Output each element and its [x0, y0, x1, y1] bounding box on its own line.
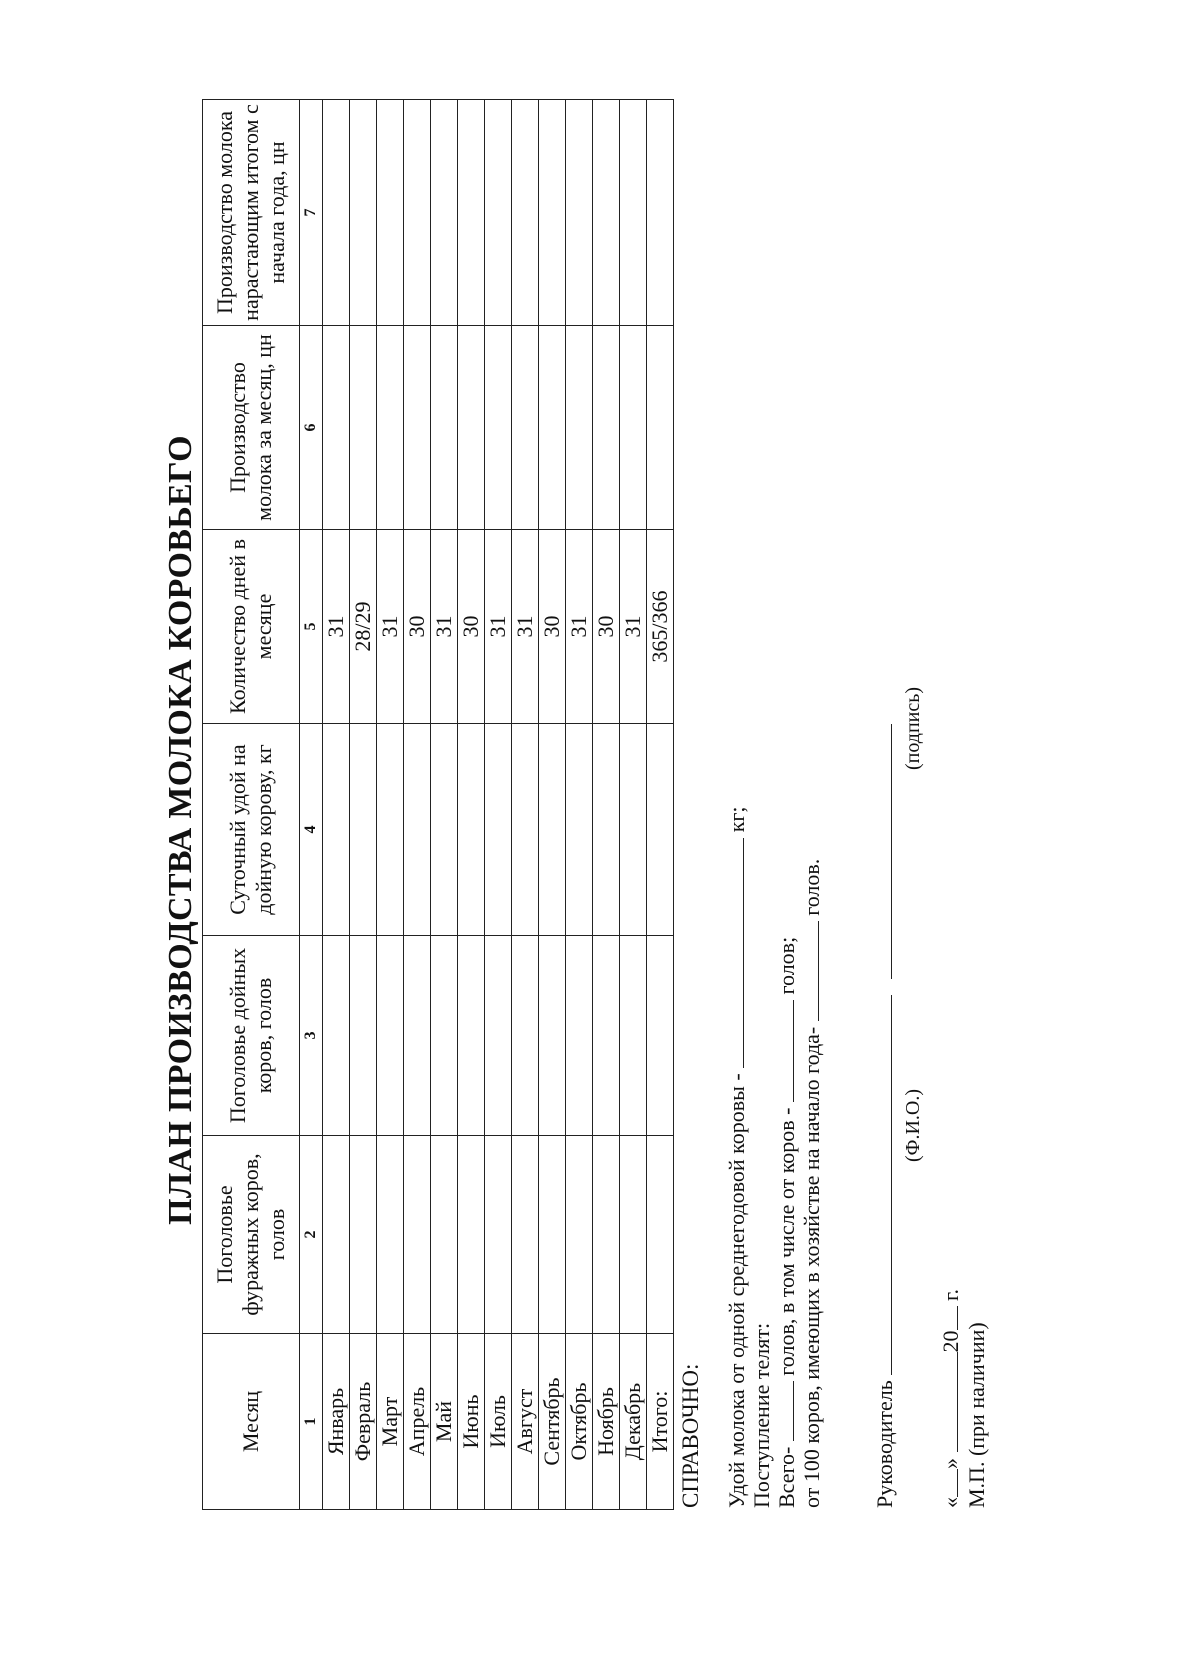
month-cell: Октябрь [566, 1334, 593, 1510]
days-cell: 28/29 [350, 530, 377, 724]
col-header-days: Количество дней в месяце [203, 530, 300, 724]
value-cell[interactable] [539, 724, 566, 936]
value-cell[interactable] [485, 724, 512, 936]
header-row [203, 100, 300, 1510]
day-input-line[interactable] [939, 1469, 958, 1497]
month-cell: Декабрь [620, 1334, 647, 1510]
value-cell[interactable] [323, 326, 350, 530]
table-row [485, 100, 512, 1510]
table-row [404, 100, 431, 1510]
value-cell[interactable] [404, 936, 431, 1136]
table-row [323, 100, 350, 1510]
value-cell[interactable] [485, 100, 512, 326]
month-input-line[interactable] [939, 1353, 958, 1453]
col-header-dairy-cows: Поголовье дойных коров, голов [203, 936, 300, 1136]
days-cell: 30 [404, 530, 431, 724]
month-cell: Январь [323, 1334, 350, 1510]
value-cell[interactable] [512, 100, 539, 326]
month-cell: Март [377, 1334, 404, 1510]
value-cell[interactable] [458, 1136, 485, 1334]
table-row [350, 100, 377, 1510]
value-cell[interactable] [620, 936, 647, 1136]
table-row [377, 100, 404, 1510]
value-cell[interactable] [404, 724, 431, 936]
value-cell[interactable] [539, 1136, 566, 1334]
value-cell[interactable] [566, 1136, 593, 1334]
date-close-quote: » [938, 1458, 963, 1469]
days-cell: 31 [512, 530, 539, 724]
year-suffix: г. [938, 1288, 963, 1301]
table-row [539, 100, 566, 1510]
value-cell[interactable] [512, 724, 539, 936]
value-cell[interactable] [404, 100, 431, 326]
month-cell: Итого: [647, 1334, 674, 1510]
col-header-forage-cows: Поголовье фуражных коров, голов [203, 1136, 300, 1334]
value-cell[interactable] [593, 326, 620, 530]
signature-input-line[interactable] [873, 724, 892, 979]
col-number: 4 [300, 724, 323, 936]
days-cell: 365/366 [647, 530, 674, 724]
reference-label: СПРАВОЧНО: [678, 1363, 703, 1508]
value-cell[interactable] [647, 100, 674, 326]
value-cell[interactable] [458, 326, 485, 530]
date-open-quote: « [938, 1497, 963, 1508]
days-cell: 31 [323, 530, 350, 724]
month-cell: Февраль [350, 1334, 377, 1510]
month-cell: Июнь [458, 1334, 485, 1510]
total-label: Всего- [774, 1446, 799, 1508]
value-cell[interactable] [377, 100, 404, 326]
total-calves-input-line[interactable] [775, 1381, 794, 1441]
table-row [431, 100, 458, 1510]
table-row [620, 100, 647, 1510]
col-number: 5 [300, 530, 323, 724]
table-row [647, 100, 674, 1510]
month-cell: Ноябрь [593, 1334, 620, 1510]
calves-line: Поступление телят: [749, 1322, 774, 1508]
value-cell[interactable] [620, 724, 647, 936]
month-cell: Апрель [404, 1334, 431, 1510]
value-cell[interactable] [647, 326, 674, 530]
per100-unit: голов. [799, 858, 824, 916]
value-cell[interactable] [431, 1136, 458, 1334]
month-cell: Июль [485, 1334, 512, 1510]
month-cell: Сентябрь [539, 1334, 566, 1510]
value-cell[interactable] [404, 326, 431, 530]
yield-line [724, 806, 749, 1508]
value-cell[interactable] [593, 724, 620, 936]
value-cell[interactable] [512, 1136, 539, 1334]
days-cell: 30 [539, 530, 566, 724]
value-cell[interactable] [323, 1136, 350, 1334]
value-cell[interactable] [593, 936, 620, 1136]
days-cell: 31 [620, 530, 647, 724]
yield-input-line[interactable] [725, 838, 744, 1068]
value-cell[interactable] [485, 1136, 512, 1334]
days-cell: 31 [485, 530, 512, 724]
value-cell[interactable] [431, 936, 458, 1136]
head-signature-line [872, 724, 898, 1508]
value-cell[interactable] [620, 1136, 647, 1334]
col-number: 1 [300, 1334, 323, 1510]
value-cell[interactable] [458, 936, 485, 1136]
table-body [323, 100, 674, 1510]
head-label: Руководитель [872, 1380, 897, 1508]
value-cell[interactable] [350, 100, 377, 326]
table-row [593, 100, 620, 1510]
value-cell[interactable] [539, 326, 566, 530]
col-number: 7 [300, 100, 323, 326]
value-cell[interactable] [539, 936, 566, 1136]
days-cell: 31 [377, 530, 404, 724]
value-cell[interactable] [485, 936, 512, 1136]
milk-plan-table [202, 99, 674, 1510]
month-cell: Август [512, 1334, 539, 1510]
value-cell[interactable] [566, 724, 593, 936]
value-cell[interactable] [377, 724, 404, 936]
col-header-monthly-production: Производство молока за месяц, цн [203, 326, 300, 530]
days-cell: 31 [566, 530, 593, 724]
value-cell[interactable] [566, 100, 593, 326]
signature-caption: (подпись) [902, 686, 924, 770]
per100-input-line[interactable] [800, 921, 819, 1021]
date-line [938, 1289, 964, 1508]
value-cell[interactable] [404, 1136, 431, 1334]
month-cell: Май [431, 1334, 458, 1510]
value-cell[interactable] [350, 326, 377, 530]
value-cell[interactable] [458, 724, 485, 936]
col-header-month: Месяц [203, 1334, 300, 1510]
days-cell: 30 [593, 530, 620, 724]
value-cell[interactable] [566, 326, 593, 530]
value-cell[interactable] [377, 326, 404, 530]
table-row [512, 100, 539, 1510]
yield-label: Удой молока от одной среднегодовой коровы - [724, 1073, 749, 1508]
total-mid-label: голов, в том числе от коров - [774, 1107, 799, 1376]
column-number-row [300, 100, 323, 1510]
per100-label: от 100 коров, имеющих в хозяйстве на начало года- [799, 1026, 824, 1508]
col-header-daily-yield: Суточный удой на дойную корову, кг [203, 724, 300, 936]
col-number: 3 [300, 936, 323, 1136]
value-cell[interactable] [539, 100, 566, 326]
value-cell[interactable] [458, 100, 485, 326]
col-number: 2 [300, 1136, 323, 1334]
col-header-cumulative-production: Производство молока нарастающим итогом с начала года, цн [203, 100, 300, 326]
col-number: 6 [300, 326, 323, 530]
year-input-line[interactable] [939, 1307, 958, 1331]
value-cell[interactable] [593, 1136, 620, 1334]
reference-notes [724, 806, 824, 1508]
value-cell[interactable] [431, 326, 458, 530]
calves-from-cows-input-line[interactable] [775, 1000, 794, 1102]
value-cell[interactable] [485, 326, 512, 530]
value-cell[interactable] [350, 936, 377, 1136]
table-row [566, 100, 593, 1510]
days-cell: 30 [458, 530, 485, 724]
year-prefix: 20 [938, 1330, 963, 1353]
fio-caption: (Ф.И.О.) [902, 1088, 924, 1162]
value-cell[interactable] [431, 724, 458, 936]
yield-unit: кг; [724, 806, 749, 833]
value-cell[interactable] [620, 100, 647, 326]
stamp-label: М.П. (при наличии) [964, 1322, 989, 1508]
total-unit: голов; [774, 936, 799, 995]
value-cell[interactable] [647, 1136, 674, 1334]
value-cell[interactable] [647, 724, 674, 936]
document-sheet [60, 50, 1140, 1610]
value-cell[interactable] [377, 1136, 404, 1334]
value-cell[interactable] [647, 936, 674, 1136]
days-cell: 31 [431, 530, 458, 724]
value-cell[interactable] [593, 100, 620, 326]
value-cell[interactable] [350, 1136, 377, 1334]
value-cell[interactable] [377, 936, 404, 1136]
per100-line [799, 806, 824, 1508]
table-row [458, 100, 485, 1510]
fio-input-line[interactable] [873, 995, 892, 1375]
value-cell[interactable] [512, 936, 539, 1136]
value-cell[interactable] [350, 724, 377, 936]
page-title: ПЛАН ПРОИЗВОДСТВА МОЛОКА КОРОВЬЕГО [162, 435, 199, 1225]
value-cell[interactable] [512, 326, 539, 530]
value-cell[interactable] [431, 100, 458, 326]
value-cell[interactable] [620, 326, 647, 530]
value-cell[interactable] [323, 100, 350, 326]
total-calves-line [774, 806, 799, 1508]
value-cell[interactable] [323, 724, 350, 936]
value-cell[interactable] [566, 936, 593, 1136]
value-cell[interactable] [323, 936, 350, 1136]
